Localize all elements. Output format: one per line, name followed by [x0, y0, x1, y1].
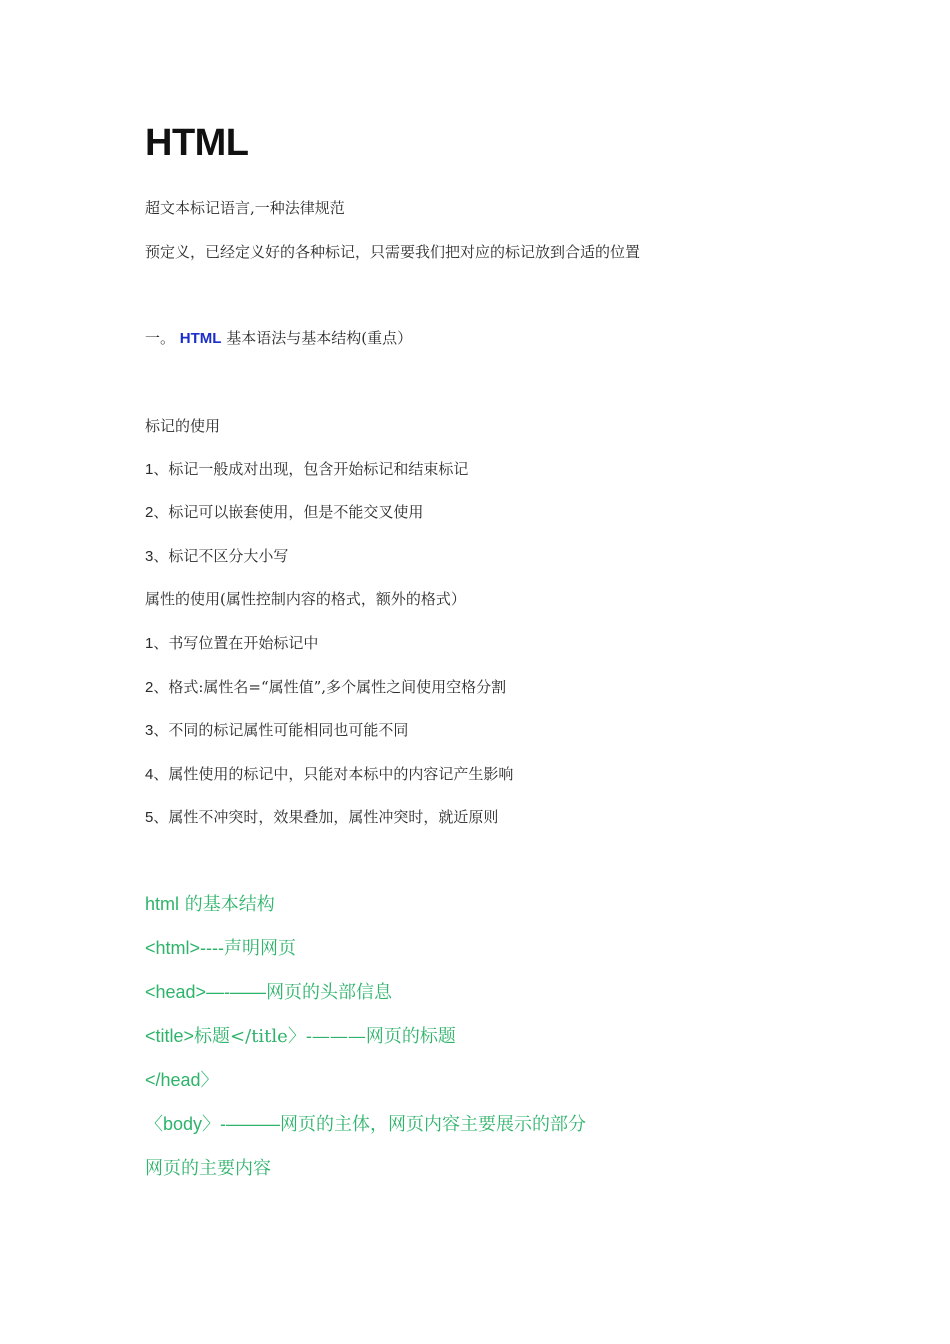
attr-usage-item: 3、不同的标记属性可能相同也可能不同 [145, 721, 409, 739]
attr-usage-item: 2、格式:属性名=“属性值”,多个属性之间使用空格分割 [145, 678, 507, 696]
section-keyword: HTML [179, 330, 222, 347]
intro-line-1: 超文本标记语言,一种法律规范 [145, 199, 345, 217]
attr-usage-item: 1、书写位置在开始标记中 [145, 634, 319, 652]
tag-usage-item: 1、标记一般成对出现，包含开始标记和结束标记 [145, 460, 469, 478]
tag-usage-heading: 标记的使用 [145, 417, 221, 435]
structure-line: <html>----声明网页 [145, 938, 297, 959]
structure-line: <title>标题</title〉-———网页的标题 [145, 1026, 456, 1047]
structure-line: 〈body〉-———网页的主体，网页内容主要展示的部分 [145, 1114, 587, 1135]
document-title: HTML [145, 122, 249, 164]
tag-usage-item: 3、标记不区分大小写 [145, 547, 289, 565]
structure-line: <head>—-——网页的头部信息 [145, 982, 393, 1003]
attr-usage-item: 5、属性不冲突时，效果叠加，属性冲突时，就近原则 [145, 808, 499, 826]
section-heading-1 [145, 328, 412, 349]
attr-usage-heading: 属性的使用(属性控制内容的格式，额外的格式） [145, 590, 466, 608]
intro-line-2: 预定义，已经定义好的各种标记，只需要我们把对应的标记放到合适的位置 [145, 243, 641, 261]
section-prefix: 一。 [145, 329, 176, 347]
attr-usage-item: 4、属性使用的标记中，只能对本标中的内容记产生影响 [145, 765, 514, 783]
structure-line: 网页的主要内容 [145, 1158, 271, 1179]
tag-usage-item: 2、标记可以嵌套使用，但是不能交叉使用 [145, 503, 424, 521]
structure-line: </head〉 [145, 1070, 219, 1090]
section-title-rest: 基本语法与基本结构(重点） [226, 329, 413, 347]
structure-heading: html 的基本结构 [145, 894, 275, 915]
